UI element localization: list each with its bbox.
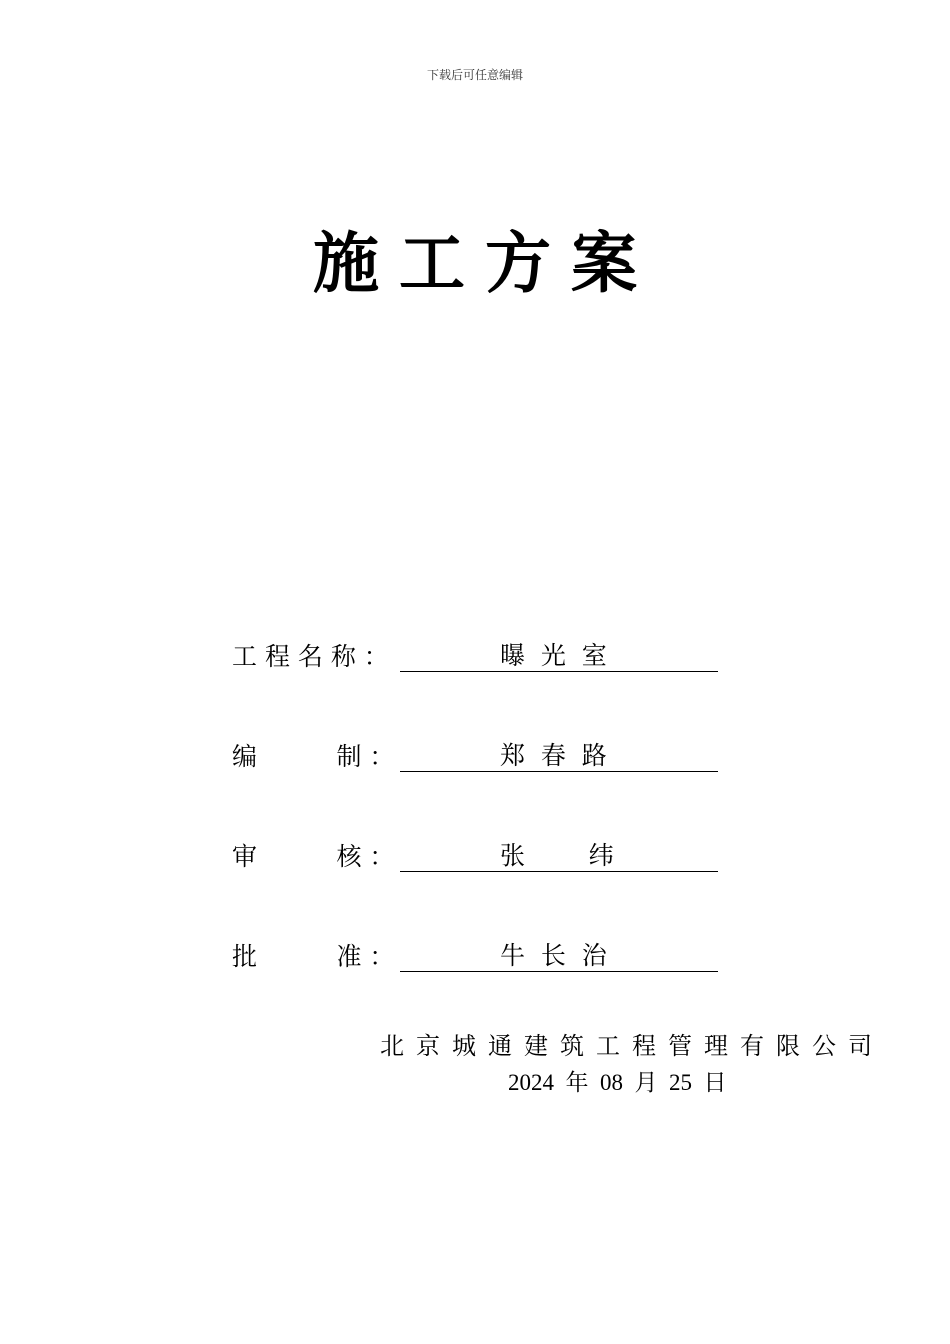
field-underline-compiler bbox=[400, 739, 718, 772]
field-value-compiler: 郑 春 路 bbox=[500, 741, 607, 770]
field-label-reviewer: 审 核 ： bbox=[232, 842, 395, 871]
field-label-approver: 批 准 ： bbox=[232, 942, 395, 971]
field-value-approver: 牛 长 治 bbox=[500, 941, 607, 970]
document-title: 施工方案 bbox=[313, 224, 657, 302]
field-value-reviewer: 张 纬 bbox=[500, 841, 614, 870]
field-label-project-name: 工 程 名 称 ： bbox=[232, 642, 389, 671]
field-underline-reviewer bbox=[400, 839, 718, 872]
field-label-compiler: 编 制 ： bbox=[232, 742, 395, 771]
field-row-project-name bbox=[232, 632, 722, 672]
field-row-compiler bbox=[232, 732, 722, 772]
field-underline-approver bbox=[400, 939, 718, 972]
document-date: 2024 年 08 月 25 日 bbox=[508, 1070, 727, 1095]
header-note: 下载后可任意编辑 bbox=[426, 68, 523, 82]
field-row-reviewer bbox=[232, 832, 722, 872]
company-name: 北京城通建筑工程管理有限公司 bbox=[380, 1032, 884, 1060]
field-underline-project-name bbox=[400, 639, 718, 672]
field-value-project-name: 曝 光 室 bbox=[500, 641, 607, 670]
field-row-approver bbox=[232, 932, 722, 972]
